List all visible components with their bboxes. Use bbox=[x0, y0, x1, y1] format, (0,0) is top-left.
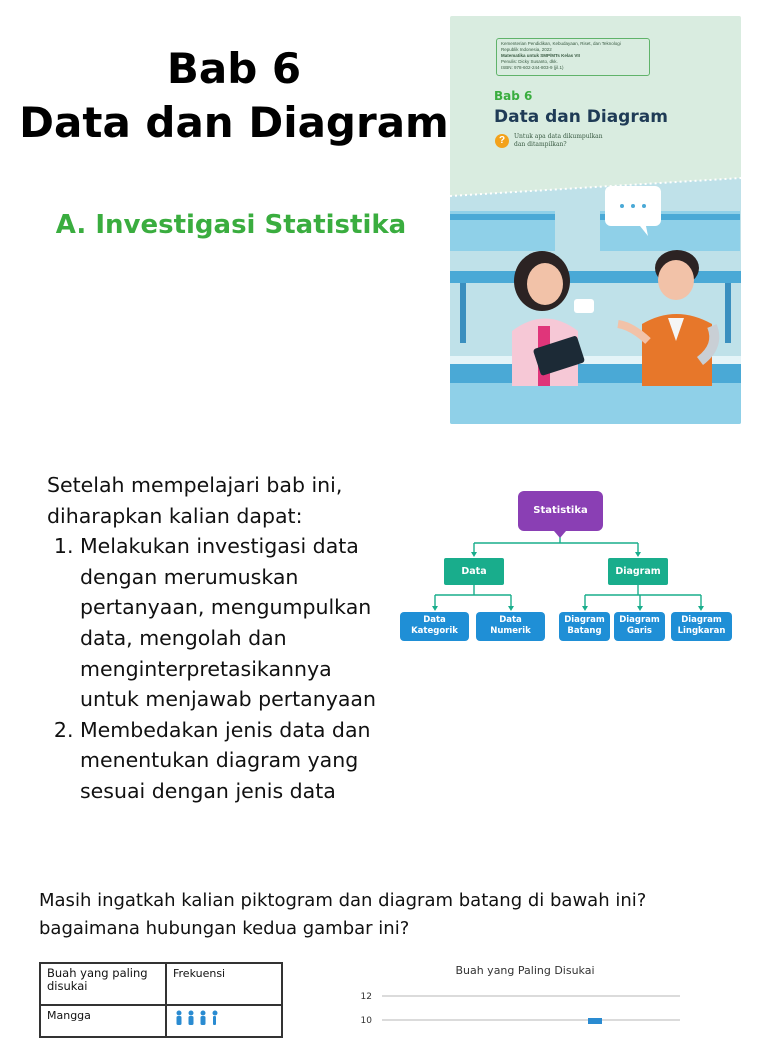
concept-node-label: Diagram bbox=[564, 615, 605, 625]
concept-node-diagram-lingkaran bbox=[671, 612, 732, 641]
chart-title: Buah yang Paling Disukai bbox=[455, 964, 595, 977]
cover-chapter-label: Bab 6 bbox=[494, 89, 533, 103]
cover-meta-author: Penulis: Dicky Susanto, dkk. bbox=[501, 59, 558, 64]
table-row bbox=[40, 1005, 282, 1037]
cover-chapter-title: Data dan Diagram bbox=[494, 107, 668, 127]
chart-grid bbox=[382, 996, 680, 1020]
chapter-number: Bab 6 bbox=[166, 44, 302, 93]
pictogram-table bbox=[39, 962, 283, 1038]
pictogram-header-row bbox=[40, 963, 282, 1005]
bar-chart bbox=[340, 960, 690, 1024]
concept-node-label: Numerik bbox=[490, 626, 531, 636]
objective-item: 2. Membedakan jenis data dan menentukan diagram yang sesuai dengan jenis data bbox=[80, 715, 387, 807]
chart-bar bbox=[588, 1018, 602, 1024]
concept-node-label: Data bbox=[423, 615, 446, 625]
cover-meta-isbn: ISBN: 978-602-244-803-9 (jil.1) bbox=[501, 65, 564, 70]
question-text bbox=[39, 887, 739, 943]
concept-node-label: Lingkaran bbox=[677, 626, 726, 636]
chart-y-tick-label: 10 bbox=[360, 1016, 372, 1024]
concept-node-diagram-garis bbox=[614, 612, 665, 641]
objective-item: 1. Melakukan investigasi data dengan merumuskan pertanyaan, mengumpulkan data, mengolah dan menginterpretasikannya untuk menjawab pertanyaan bbox=[80, 531, 387, 715]
concept-node-diagram-batang bbox=[559, 612, 610, 641]
chart-y-ticks bbox=[361, 992, 373, 1024]
pictogram-header-fruit: Buah yang paling disukai bbox=[40, 963, 166, 1005]
cover-meta-ministry: Kementerian Pendidikan, Kebudayaan, Riset, dan Teknologi bbox=[501, 41, 621, 46]
concept-node-data-kategorik bbox=[400, 612, 469, 641]
chapter-title: Data dan Diagram bbox=[19, 98, 449, 147]
concept-node-diagram: Diagram bbox=[608, 558, 668, 585]
question-line: bagaimana hubungan kedua gambar ini? bbox=[39, 918, 410, 939]
concept-node-label: Garis bbox=[627, 626, 652, 636]
pictogram-frequency-cell bbox=[166, 1005, 282, 1037]
pictogram-fruit-cell: Mangga bbox=[40, 1005, 166, 1037]
concept-node-label: Diagram bbox=[619, 615, 660, 625]
cover-question: Untuk apa data dikumpulkan dan ditampilkan? bbox=[514, 133, 603, 148]
cover-meta-book: Matematika untuk SMP/MTs Kelas VII bbox=[501, 53, 580, 58]
person-icons bbox=[173, 1009, 233, 1025]
question-icon: ? bbox=[495, 134, 509, 148]
concept-node-data: Data bbox=[444, 558, 504, 585]
cover-meta-year: Republik Indonesia, 2022 bbox=[501, 47, 552, 52]
concept-node-label: Kategorik bbox=[411, 626, 458, 636]
question-line: Masih ingatkah kalian piktogram dan diagram batang di bawah ini? bbox=[39, 890, 647, 911]
chart-y-tick-label: 12 bbox=[360, 992, 372, 1002]
pictogram-header-frequency: Frekuensi bbox=[166, 963, 282, 1005]
concept-node-label: Diagram bbox=[681, 615, 722, 625]
objectives-lead: Setelah mempelajari bab ini, diharapkan kalian dapat: bbox=[47, 473, 343, 528]
concept-node-label: Data bbox=[499, 615, 522, 625]
concept-node-statistika: Statistika bbox=[518, 491, 603, 531]
section-heading: A. Investigasi Statistika bbox=[55, 210, 407, 240]
concept-node-data-numerik bbox=[476, 612, 545, 641]
concept-node-label: Batang bbox=[567, 626, 602, 636]
